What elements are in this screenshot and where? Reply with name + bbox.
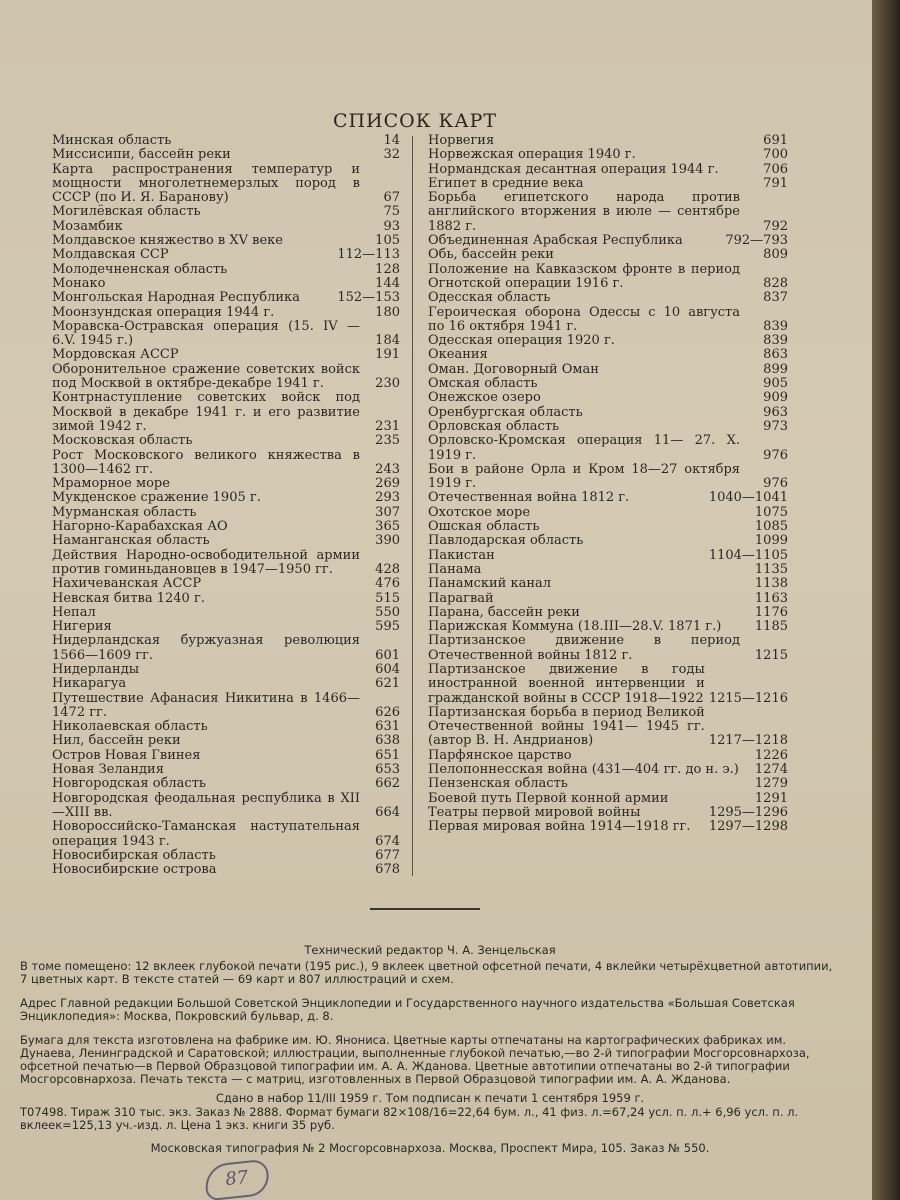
map-list-entry bbox=[428, 634, 788, 663]
map-title: Нил, бассейн реки bbox=[52, 733, 181, 749]
map-list-entry bbox=[428, 592, 788, 606]
page-number: 653 bbox=[375, 762, 400, 778]
map-list-entry bbox=[428, 434, 788, 463]
map-list-entry bbox=[428, 706, 788, 749]
page-number: 791 bbox=[763, 175, 788, 191]
map-list-entry bbox=[52, 677, 400, 691]
map-list-entry bbox=[428, 563, 788, 577]
map-title: Никарагуа bbox=[52, 676, 127, 692]
map-title: Павлодарская область bbox=[428, 533, 584, 549]
map-list-entry bbox=[52, 220, 400, 234]
map-title: Орловская область bbox=[428, 418, 560, 434]
map-list-entry bbox=[428, 763, 788, 777]
page-number: 792 bbox=[763, 218, 788, 234]
map-list-entry bbox=[428, 792, 788, 806]
map-title: Монгольская Народная Республика bbox=[52, 290, 300, 306]
page-number: 651 bbox=[375, 747, 400, 763]
map-title: Оборонительное сражение советских войск под Москвой в октябре-декабре 1941 г. bbox=[52, 361, 360, 392]
map-title: Моонзундская операция 1944 г. bbox=[52, 304, 275, 320]
map-list-entry bbox=[428, 348, 788, 362]
map-list-entry bbox=[52, 849, 400, 863]
map-title: Нигерия bbox=[52, 619, 112, 635]
page-number: 963 bbox=[763, 404, 788, 420]
imprint-address bbox=[20, 997, 840, 1023]
page-number: 662 bbox=[375, 776, 400, 792]
page-number: 839 bbox=[763, 333, 788, 349]
map-list-entry bbox=[52, 749, 400, 763]
map-list-entry bbox=[428, 134, 788, 148]
map-title: Новороссийско-Таманская наступательная операция 1943 г. bbox=[52, 819, 360, 849]
map-list-entry bbox=[428, 491, 788, 505]
map-list-entry bbox=[428, 163, 788, 177]
map-list-entry bbox=[52, 792, 400, 821]
map-title: Пакистан bbox=[428, 547, 495, 563]
map-title: Мордовская АССР bbox=[52, 347, 179, 363]
map-title: Новосибирская область bbox=[52, 847, 216, 863]
map-list-entry bbox=[428, 334, 788, 348]
map-list-entry bbox=[52, 820, 400, 849]
map-list-entry bbox=[428, 363, 788, 377]
page-number: 604 bbox=[375, 661, 400, 677]
map-list-entry bbox=[428, 306, 788, 335]
page-number: 828 bbox=[763, 275, 788, 291]
map-list-entry bbox=[52, 520, 400, 534]
page-number: 674 bbox=[375, 833, 400, 849]
map-list-entry bbox=[428, 377, 788, 391]
page-number: 1104—1105 bbox=[708, 547, 788, 563]
map-list-entry bbox=[52, 477, 400, 491]
map-list-entry bbox=[52, 348, 400, 362]
page-number: 112—113 bbox=[337, 247, 400, 263]
map-list-entry bbox=[52, 549, 400, 578]
page-number: 428 bbox=[375, 561, 400, 577]
map-list-entry bbox=[52, 620, 400, 634]
page-number: 191 bbox=[375, 347, 400, 363]
page-number: 1040—1041 bbox=[708, 490, 788, 506]
page-number: 638 bbox=[375, 733, 400, 749]
map-list-entry bbox=[428, 534, 788, 548]
map-list-entry bbox=[52, 205, 400, 219]
map-title: Пелопоннесская война (431—404 гг. до н. э.) bbox=[428, 762, 739, 778]
page-number: 1085 bbox=[754, 519, 788, 535]
page-number: 706 bbox=[763, 161, 788, 177]
page-number: 595 bbox=[375, 619, 400, 635]
map-list-entry bbox=[52, 291, 400, 305]
map-list-entry bbox=[52, 763, 400, 777]
map-list-entry bbox=[428, 291, 788, 305]
page-number: 631 bbox=[375, 719, 400, 735]
page-number: 899 bbox=[763, 361, 788, 377]
print-run-line: Т07498. Тираж 310 тыс. экз. Заказ № 2888. Формат бумаги 82×108/16=22,64 бум. л., 41 физ. л.=67,24 усл. п. л.+ 6,96 усл. п. л. вклеек=125,13 уч.-изд. л. Цена 1 экз. книги 35 руб. bbox=[20, 1105, 799, 1132]
page-number: 365 bbox=[375, 519, 400, 535]
map-title: Мурманская область bbox=[52, 504, 197, 520]
page-number: 1297—1298 bbox=[708, 819, 788, 835]
handwritten-mark: 87 bbox=[203, 1159, 270, 1200]
page-number: 390 bbox=[375, 533, 400, 549]
page-number: 700 bbox=[763, 147, 788, 163]
page-number: 67 bbox=[383, 190, 400, 206]
map-list-entry bbox=[428, 234, 788, 248]
map-list-entry bbox=[52, 592, 400, 606]
map-title: Одесская операция 1920 г. bbox=[428, 333, 615, 349]
map-list-entry bbox=[52, 449, 400, 478]
page-number: 1135 bbox=[754, 561, 788, 577]
map-list-entry bbox=[428, 749, 788, 763]
map-list-entry bbox=[52, 234, 400, 248]
map-title: Борьба египетского народа против английского вторжения в июле — сентябре 1882 г. bbox=[428, 190, 740, 234]
map-title: Партизанская борьба в период Великой Отечественной войны 1941— 1945 гг. (автор В. Н. Андрианов) bbox=[428, 704, 705, 749]
map-title: Пензенская область bbox=[428, 776, 568, 792]
map-title: Новосибирские острова bbox=[52, 862, 217, 878]
right-column bbox=[428, 134, 788, 835]
page-number: 839 bbox=[763, 318, 788, 334]
page-number: 1274 bbox=[754, 762, 788, 778]
page-number: 677 bbox=[375, 847, 400, 863]
map-list-entry bbox=[52, 863, 400, 877]
page-number: 235 bbox=[375, 433, 400, 449]
page-number: 144 bbox=[375, 275, 400, 291]
page-number: 152—153 bbox=[337, 290, 400, 306]
page-number: 75 bbox=[383, 204, 400, 220]
column-divider bbox=[412, 136, 413, 876]
map-title: Положение на Кавказском фронте в период Огнотской операции 1916 г. bbox=[428, 261, 740, 291]
page-number: 1075 bbox=[754, 504, 788, 520]
page-number: 976 bbox=[763, 447, 788, 463]
page-number: 476 bbox=[375, 576, 400, 592]
map-title: Героическая оборона Одессы с 10 августа по 16 октября 1941 г. bbox=[428, 304, 740, 334]
page-number: 105 bbox=[375, 233, 400, 249]
page-number: 1099 bbox=[754, 533, 788, 549]
page-number: 973 bbox=[763, 418, 788, 434]
imprint-paper bbox=[20, 1034, 840, 1086]
page-number: 269 bbox=[375, 476, 400, 492]
map-list-entry bbox=[52, 148, 400, 162]
map-list-entry bbox=[52, 320, 400, 349]
map-title: Нагорно-Карабахская АО bbox=[52, 519, 228, 535]
map-list-entry bbox=[52, 263, 400, 277]
map-list-entry bbox=[428, 663, 788, 706]
imprint-dates bbox=[20, 1092, 840, 1105]
map-title: Театры первой мировой войны bbox=[428, 804, 641, 820]
map-title: Онежское озеро bbox=[428, 390, 541, 406]
contents-line: В томе помещено: 12 вклеек глубокой печати (195 рис.), 9 вклеек цветной офсетной печати, 4 вклейки четырёхцветной автотипии, 7 цветных карт. В тексте статей — 69 карт и 807 иллюстраций и схем. bbox=[20, 959, 833, 986]
map-title: Египет в средние века bbox=[428, 175, 584, 191]
map-title: Мраморное море bbox=[52, 476, 170, 492]
map-list-entry bbox=[52, 634, 400, 663]
page-number: 664 bbox=[375, 804, 400, 820]
map-list-entry bbox=[52, 363, 400, 392]
page-number: 976 bbox=[763, 476, 788, 492]
page-number: 128 bbox=[375, 261, 400, 277]
map-list-entry bbox=[52, 248, 400, 262]
map-list-entry bbox=[52, 391, 400, 434]
map-list-entry bbox=[428, 506, 788, 520]
page-number: 1185 bbox=[754, 619, 788, 635]
map-title: Партизанское движение в годы иностранной военной интервенции и гражданской войны в СССР 1918—1922 bbox=[428, 661, 705, 706]
imprint-editor bbox=[20, 944, 840, 957]
map-title: Молодечненская область bbox=[52, 261, 228, 277]
page-number: 184 bbox=[375, 333, 400, 349]
map-list-entry bbox=[428, 577, 788, 591]
map-list-entry bbox=[428, 549, 788, 563]
map-title: Норвежская операция 1940 г. bbox=[428, 147, 636, 163]
paper-line: Бумага для текста изготовлена на фабрике им. Ю. Янониса. Цветные карты отпечатаны на картографических фабриках им. Дунаева, Ленинградской и Саратовской; иллюстрации, выполненные глубокой печатью,—во 2-й типографии Мосгорсовнархоза, офсетной печатью—в Первой Образцовой типографии им. А. А. Жданова. Цветные автотипии отпечатаны во 2-й типографии Мосгорсовнархоза. Печать текста — с матриц, изготовленных в Первой Образцовой типографии им. А. А. Жданова. bbox=[20, 1033, 810, 1086]
map-list-entry bbox=[428, 148, 788, 162]
map-list-entry bbox=[52, 491, 400, 505]
map-title: Непал bbox=[52, 604, 96, 620]
map-title: Оман. Договорный Оман bbox=[428, 361, 599, 377]
map-title: Панама bbox=[428, 561, 482, 577]
map-title: Новая Зеландия bbox=[52, 762, 164, 778]
map-list-entry bbox=[52, 606, 400, 620]
page-number: 626 bbox=[375, 704, 400, 720]
map-list-entry bbox=[52, 663, 400, 677]
map-title: Парана, бассейн реки bbox=[428, 604, 580, 620]
imprint-printer bbox=[20, 1142, 840, 1155]
page-number: 809 bbox=[763, 247, 788, 263]
page-number: 293 bbox=[375, 490, 400, 506]
map-title: Объединенная Арабская Республика bbox=[428, 233, 683, 249]
map-title: Ошская область bbox=[428, 519, 540, 535]
page-number: 1295—1296 bbox=[708, 804, 788, 820]
map-title: Невская битва 1240 г. bbox=[52, 590, 205, 606]
page-number: 243 bbox=[375, 461, 400, 477]
map-title: Норвегия bbox=[428, 133, 495, 148]
map-title: Партизанское движение в период Отечественной войны 1812 г. bbox=[428, 633, 740, 663]
map-title: Мукденское сражение 1905 г. bbox=[52, 490, 261, 506]
map-title: Бои в районе Орла и Кром 18—27 октября 1919 г. bbox=[428, 461, 740, 492]
map-title: Новгородская феодальная республика в XII—XIII вв. bbox=[52, 790, 360, 820]
map-list-entry bbox=[428, 391, 788, 405]
map-list-entry bbox=[428, 520, 788, 534]
page-number: 1215 bbox=[754, 647, 788, 663]
map-list-entry bbox=[428, 191, 788, 234]
page-number: 93 bbox=[383, 218, 400, 234]
page-number: 515 bbox=[375, 590, 400, 606]
page-number: 1226 bbox=[754, 747, 788, 763]
map-list-entry bbox=[428, 420, 788, 434]
map-title: Монако bbox=[52, 275, 106, 291]
map-title: Могилёвская область bbox=[52, 204, 201, 220]
page-number: 32 bbox=[383, 147, 400, 163]
map-title: Карта распространения температур и мощности многолетнемерзлых пород в СССР (по И. Я. Баранову) bbox=[52, 161, 360, 206]
page-number: 307 bbox=[375, 504, 400, 520]
section-rule bbox=[370, 908, 480, 910]
map-title: Нормандская десантная операция 1944 г. bbox=[428, 161, 719, 177]
map-title: Нахичеванская АССР bbox=[52, 576, 202, 592]
map-list-entry bbox=[52, 306, 400, 320]
map-title: Рост Московского великого княжества в 1300—1462 гг. bbox=[52, 447, 360, 477]
page-number: 1163 bbox=[754, 590, 788, 606]
imprint-print-run bbox=[20, 1106, 840, 1132]
map-list-entry bbox=[52, 134, 400, 148]
page-number: 837 bbox=[763, 290, 788, 306]
map-list-entry bbox=[428, 620, 788, 634]
map-title: Молдавское княжество в XV веке bbox=[52, 233, 283, 249]
page-number: 180 bbox=[375, 304, 400, 320]
map-list-entry bbox=[52, 577, 400, 591]
map-title: Путешествие Афанасия Никитина в 1466—1472 гг. bbox=[52, 690, 360, 720]
map-list-entry bbox=[428, 806, 788, 820]
map-list-entry bbox=[428, 177, 788, 191]
imprint-contents bbox=[20, 960, 840, 986]
page-number: 691 bbox=[763, 133, 788, 148]
map-list-entry bbox=[428, 606, 788, 620]
map-list-entry bbox=[52, 777, 400, 791]
address-line: Адрес Главной редакции Большой Советской Энциклопедии и Государственного научного издательства «Большая Советская Энциклопедия»: Москва, Покровский бульвар, д. 8. bbox=[20, 996, 795, 1023]
map-title: Орловско-Кромская операция 11— 27. X. 1919 г. bbox=[428, 433, 740, 463]
map-title: Парагвай bbox=[428, 590, 494, 606]
page-number: 792—793 bbox=[725, 233, 788, 249]
page-number: 678 bbox=[375, 862, 400, 878]
map-list-entry bbox=[52, 434, 400, 448]
map-title: Боевой путь Первой конной армии bbox=[428, 790, 669, 806]
map-list-entry bbox=[52, 692, 400, 721]
page-number: 905 bbox=[763, 376, 788, 392]
map-list-entry bbox=[428, 248, 788, 262]
editor-line: Технический редактор Ч. А. Зенцельская bbox=[304, 943, 556, 957]
map-title: Новгородская область bbox=[52, 776, 206, 792]
page-number: 1176 bbox=[754, 604, 788, 620]
map-title: Наманганская область bbox=[52, 533, 210, 549]
map-title: Парфянское царство bbox=[428, 747, 572, 763]
map-title: Моравска-Остравская операция (15. IV — 6.V. 1945 г.) bbox=[52, 318, 360, 349]
map-title: Остров Новая Гвинея bbox=[52, 747, 201, 763]
map-list-entry bbox=[428, 777, 788, 791]
map-title: Омская область bbox=[428, 376, 538, 392]
map-title: Мозамбик bbox=[52, 218, 123, 234]
page-number: 601 bbox=[375, 647, 400, 663]
map-title: Московская область bbox=[52, 433, 193, 449]
map-title: Минская область bbox=[52, 133, 172, 148]
map-title: Обь, бассейн реки bbox=[428, 247, 554, 263]
map-title: Миссисипи, бассейн реки bbox=[52, 147, 231, 163]
map-title: Панамский канал bbox=[428, 576, 552, 592]
map-title: Оренбургская область bbox=[428, 404, 583, 420]
map-list-entry bbox=[428, 463, 788, 492]
map-title: Нидерландская буржуазная революция 1566—1609 гг. bbox=[52, 633, 360, 663]
map-list-entry bbox=[52, 734, 400, 748]
page-number: 621 bbox=[375, 676, 400, 692]
map-list-entry bbox=[52, 506, 400, 520]
page-number: 1279 bbox=[754, 776, 788, 792]
map-title: Охотское море bbox=[428, 504, 531, 520]
map-title: Одесская область bbox=[428, 290, 551, 306]
map-list-entry bbox=[52, 534, 400, 548]
map-list-entry bbox=[428, 406, 788, 420]
map-title: Контрнаступление советских войск под Москвой в декабре 1941 г. и его развитие зимой 1942 г. bbox=[52, 390, 360, 434]
map-title: Парижская Коммуна (18.III—28.V. 1871 г.) bbox=[428, 619, 722, 635]
page-number: 1138 bbox=[754, 576, 788, 592]
page-number: 14 bbox=[383, 133, 400, 148]
page-number: 230 bbox=[375, 376, 400, 392]
printer-line: Московская типография № 2 Мосгорсовнархоза. Москва, Проспект Мира, 105. Заказ № 550. bbox=[150, 1141, 710, 1155]
map-title: Действия Народно-освободительной армии против гоминьдановцев в 1947—1950 гг. bbox=[52, 547, 360, 577]
dates-line: Сдано в набор 11/III 1959 г. Том подписан к печати 1 сентября 1959 г. bbox=[215, 1091, 645, 1105]
page-number: 1217—1218 bbox=[708, 733, 788, 749]
page-number: 1291 bbox=[754, 790, 788, 806]
map-list-entry bbox=[52, 163, 400, 206]
page-number: 909 bbox=[763, 390, 788, 406]
page-number: 550 bbox=[375, 604, 400, 620]
map-list-entry bbox=[52, 720, 400, 734]
left-column bbox=[52, 134, 400, 877]
page-number: 231 bbox=[375, 418, 400, 434]
map-list-entry bbox=[52, 277, 400, 291]
map-title: Отечественная война 1812 г. bbox=[428, 490, 630, 506]
map-title: Первая мировая война 1914—1918 гг. bbox=[428, 819, 691, 835]
map-title: Молдавская ССР bbox=[52, 247, 169, 263]
map-list-entry bbox=[428, 263, 788, 292]
page-title: СПИСОК КАРТ bbox=[332, 110, 498, 132]
book-edge bbox=[872, 0, 900, 1200]
page-number: 863 bbox=[763, 347, 788, 363]
map-title: Николаевская область bbox=[52, 719, 208, 735]
map-list-entry bbox=[428, 820, 788, 834]
map-title: Нидерланды bbox=[52, 661, 140, 677]
page-number: 1215—1216 bbox=[708, 690, 788, 706]
map-title: Океания bbox=[428, 347, 488, 363]
